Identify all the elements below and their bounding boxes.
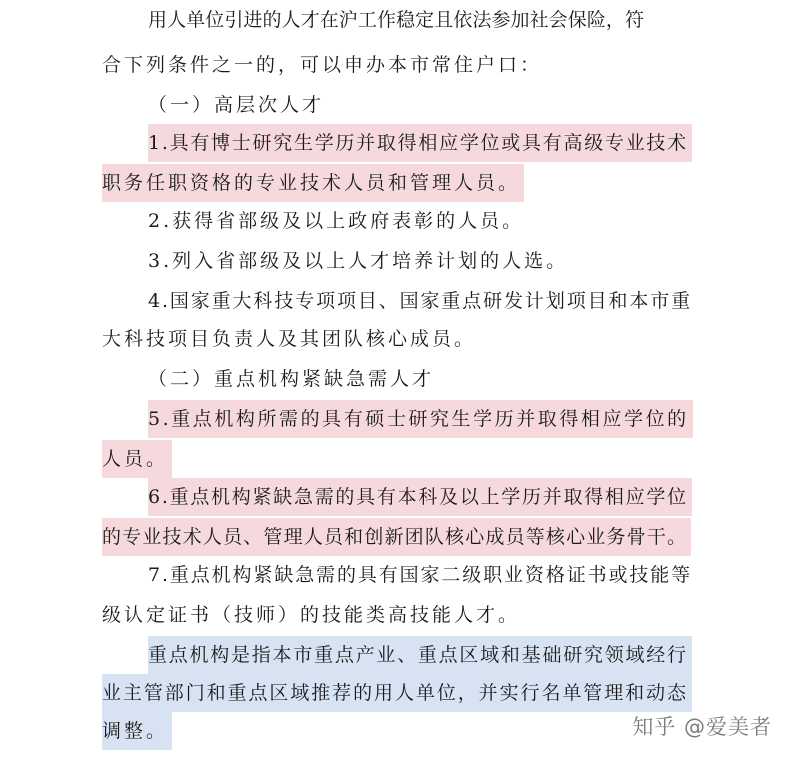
note-line-3: 调整。 bbox=[0, 712, 790, 750]
item-6-line-1: 6.重点机构紧缺急需的具有本科及以上学历并取得相应学位 bbox=[0, 478, 790, 516]
item-1-line-2: 职务任职资格的专业技术人员和管理人员。 bbox=[0, 164, 790, 202]
section-heading-high-level-talent: （一）高层次人才 bbox=[148, 94, 325, 116]
item-5-line-2: 人员。 bbox=[0, 440, 790, 478]
item-6-line-2: 的专业技术人员、管理人员和创新团队核心成员等核心业务骨干。 bbox=[0, 518, 790, 556]
zhihu-watermark: 知乎 @爱美者 bbox=[632, 715, 772, 739]
paragraph-intro-line-2: 合下列条件之一的，可以申办本市常住户口： bbox=[102, 54, 543, 76]
note-line-2: 业主管部门和重点区域推荐的用人单位，并实行名单管理和动态 bbox=[0, 674, 790, 712]
item-1-line-1: 1.具有博士研究生学历并取得相应学位或具有高级专业技术 bbox=[0, 124, 790, 162]
item-7-line-2: 级认定证书（技师）的技能类高技能人才。 bbox=[102, 604, 521, 626]
item-2: 2.获得省部级及以上政府表彰的人员。 bbox=[148, 210, 525, 232]
note-line-1: 重点机构是指本市重点产业、重点区域和基础研究领域经行 bbox=[0, 636, 790, 674]
paragraph-intro-line-1: 用人单位引进的人才在沪工作稳定且依法参加社会保险，符 bbox=[148, 9, 645, 31]
item-7-line-1: 7.重点机构紧缺急需的具有国家二级职业资格证书或技能等 bbox=[148, 564, 693, 586]
item-5-line-1: 5.重点机构所需的具有硕士研究生学历并取得相应学位的 bbox=[0, 400, 790, 438]
item-3: 3.列入省部级及以上人才培养计划的人选。 bbox=[148, 250, 569, 272]
item-4-line-2: 大科技项目负责人及其团队核心成员。 bbox=[102, 328, 477, 350]
section-heading-key-institutions: （二）重点机构紧缺急需人才 bbox=[148, 368, 435, 390]
item-4-line-1: 4.国家重大科技专项项目、国家重点研发计划项目和本市重 bbox=[148, 290, 693, 312]
